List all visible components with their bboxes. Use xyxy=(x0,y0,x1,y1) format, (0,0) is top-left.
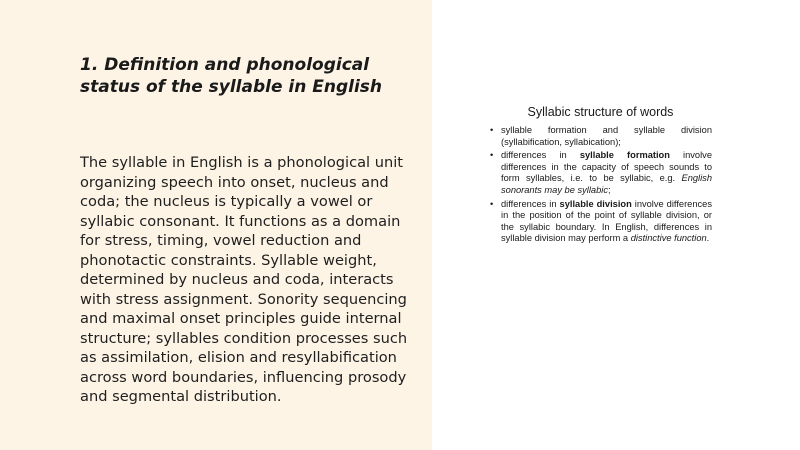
bullet-icon: • xyxy=(490,125,494,135)
list-item-text: ; xyxy=(607,184,611,195)
emphasis-term: syllable division xyxy=(559,198,632,209)
emphasis-term: syllable formation xyxy=(579,150,670,161)
list-item xyxy=(489,125,712,148)
slide-body-text: The syllable in English is a phonological unit organizing speech into onset, nucleus and coda; the nucleus is typically a vowel or syllabic consonant. It functions as a domain for stress, timing, vowel reduction and phonotactic constraints. Syllable weight, determined by nucleus and coda, interacts with stress assignment. Sonority sequencing and maximal onset principles guide internal structure; syllables condition processes such as assimilation, elision and resyllabification across word boundaries, influencing prosody and segmental distribution. xyxy=(80,154,408,405)
emphasis-italic: distinctive function xyxy=(630,233,707,244)
example-text: English sonorants may be syllabic xyxy=(501,173,712,195)
list-item-text: involve differences in the capacity of speech sounds to form syllables, i.e. to be syllabic, e.g. xyxy=(501,150,712,184)
card-title: Syllabic structure of words xyxy=(527,105,674,119)
bullet-icon: • xyxy=(490,150,494,161)
list-item-text: differences in xyxy=(501,150,580,161)
syllabic-structure-card xyxy=(489,104,712,247)
list-item xyxy=(489,150,712,196)
list-item-text: syllable formation and syllable division (syllabification, syllabication); xyxy=(501,125,712,147)
list-item-text: . xyxy=(706,233,710,244)
list-item-text: differences in xyxy=(501,198,560,209)
slide-title: 1. Definition and phonological status of the syllable in English xyxy=(80,55,383,97)
list-item xyxy=(489,199,712,245)
card-bullet-list xyxy=(489,125,712,245)
list-item-text: involve differences in the position of the point of syllable division, or the syllabic boundary. In English, differences in syllable division may perform a xyxy=(501,198,712,244)
bullet-icon: • xyxy=(490,198,494,209)
